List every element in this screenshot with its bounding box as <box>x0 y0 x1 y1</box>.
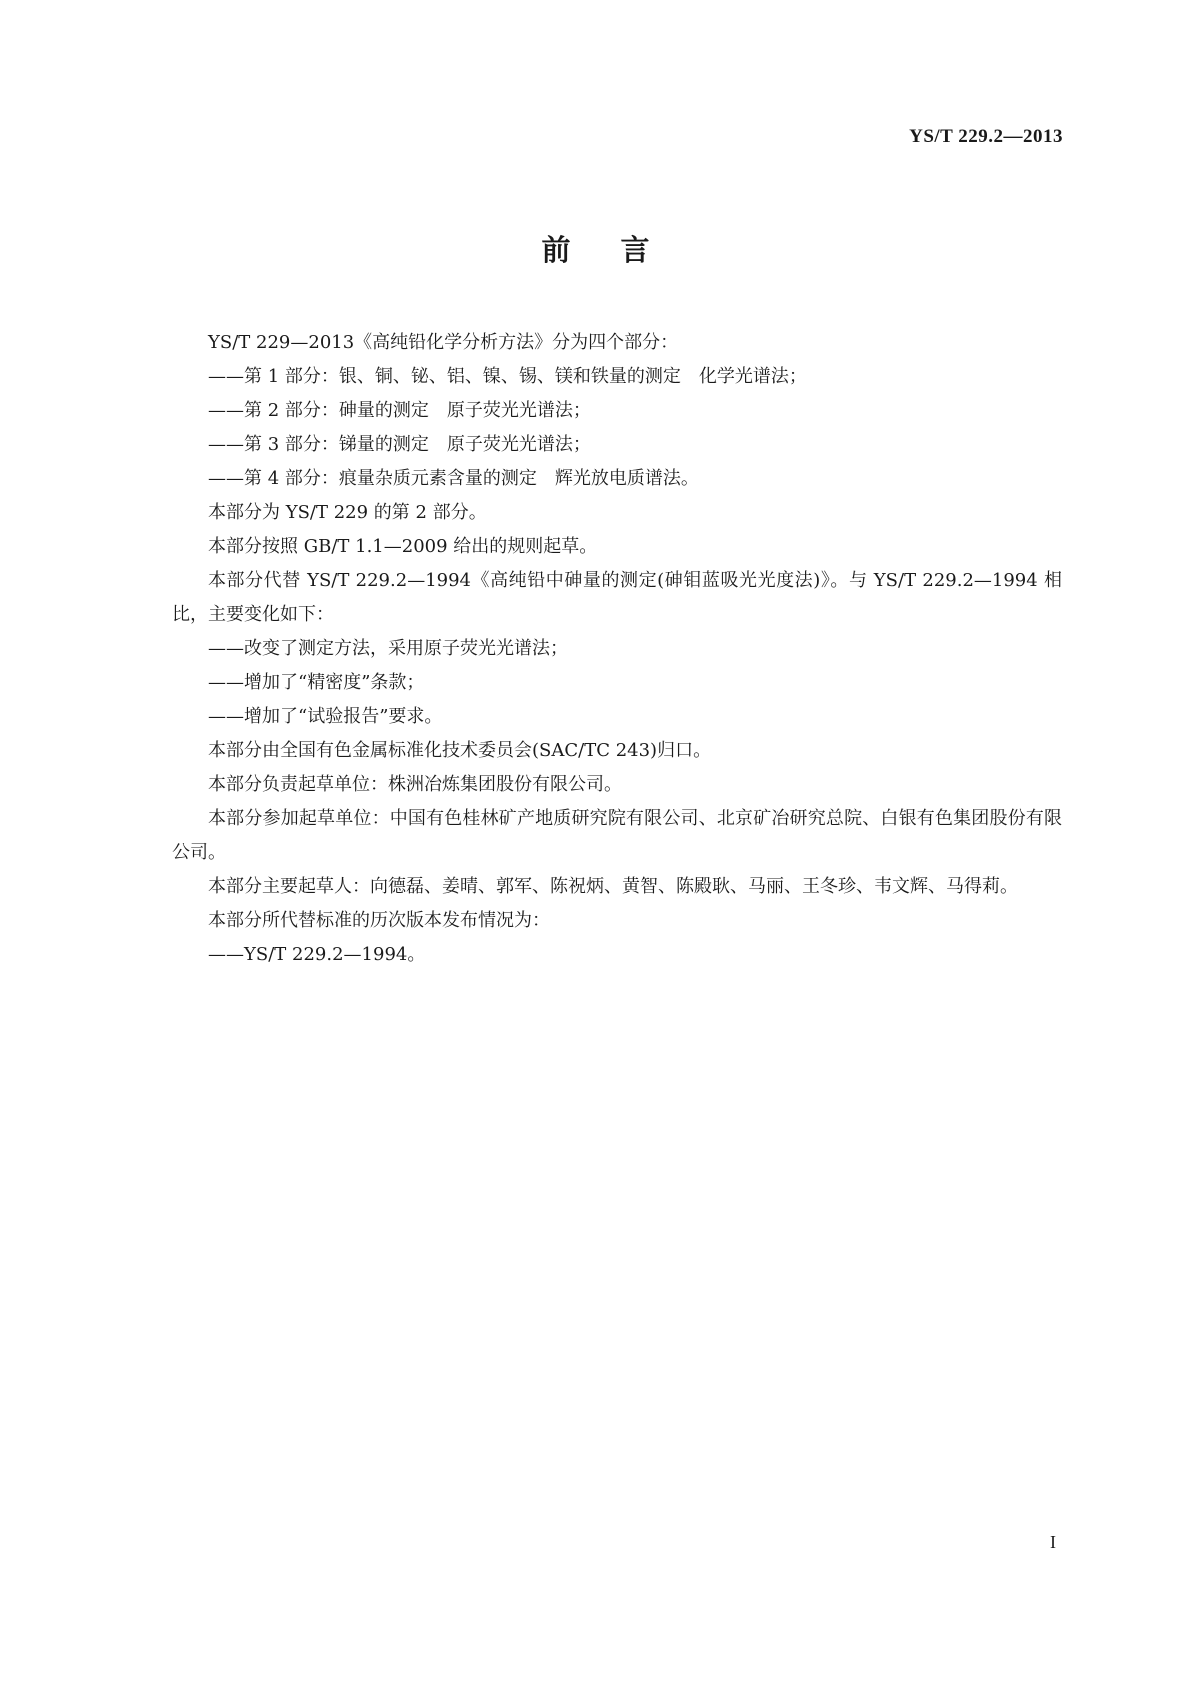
paragraph: 本部分代替 YS/T 229.2—1994《高纯铅中砷量的测定(砷钼蓝吸光光度法)》。与 YS/T 229.2—1994 相比，主要变化如下： <box>172 570 1062 625</box>
list-item: ——第 1 部分：银、铜、铋、铝、镍、锡、镁和铁量的测定 化学光谱法； <box>208 366 807 387</box>
paragraph: 本部分为 YS/T 229 的第 2 部分。 <box>208 502 487 523</box>
paragraph: 本部分由全国有色金属标准化技术委员会(SAC/TC 243)归口。 <box>208 740 712 761</box>
list-item: ——YS/T 229.2—1994。 <box>208 944 426 965</box>
paragraph: YS/T 229—2013《高纯铅化学分析方法》分为四个部分： <box>208 332 679 353</box>
paragraph: 本部分参加起草单位：中国有色桂林矿产地质研究院有限公司、北京矿冶研究总院、白银有色集团股份有限公司。 <box>172 808 1062 863</box>
paragraph: 本部分所代替标准的历次版本发布情况为： <box>208 910 550 931</box>
list-item: ——第 2 部分：砷量的测定 原子荧光光谱法； <box>208 400 591 421</box>
list-item: ——第 3 部分：锑量的测定 原子荧光光谱法； <box>208 434 591 455</box>
paragraph: 本部分按照 GB/T 1.1—2009 给出的规则起草。 <box>208 536 598 557</box>
foreword-body <box>172 326 1062 972</box>
paragraph: 本部分主要起草人：向德磊、姜晴、郭军、陈祝炳、黄智、陈殿耿、马丽、王冬珍、韦文辉、马得莉。 <box>208 876 1018 897</box>
paragraph: 本部分负责起草单位：株洲冶炼集团股份有限公司。 <box>208 774 622 795</box>
list-item: ——增加了“精密度”条款； <box>208 672 425 693</box>
page-title: 前言 <box>541 233 700 267</box>
list-item: ——第 4 部分：痕量杂质元素含量的测定 辉光放电质谱法。 <box>208 468 699 489</box>
list-item: ——增加了“试验报告”要求。 <box>208 706 443 727</box>
page-number: I <box>1050 1532 1056 1552</box>
list-item: ——改变了测定方法，采用原子荧光光谱法； <box>208 638 568 659</box>
standard-code: YS/T 229.2—2013 <box>909 126 1063 147</box>
